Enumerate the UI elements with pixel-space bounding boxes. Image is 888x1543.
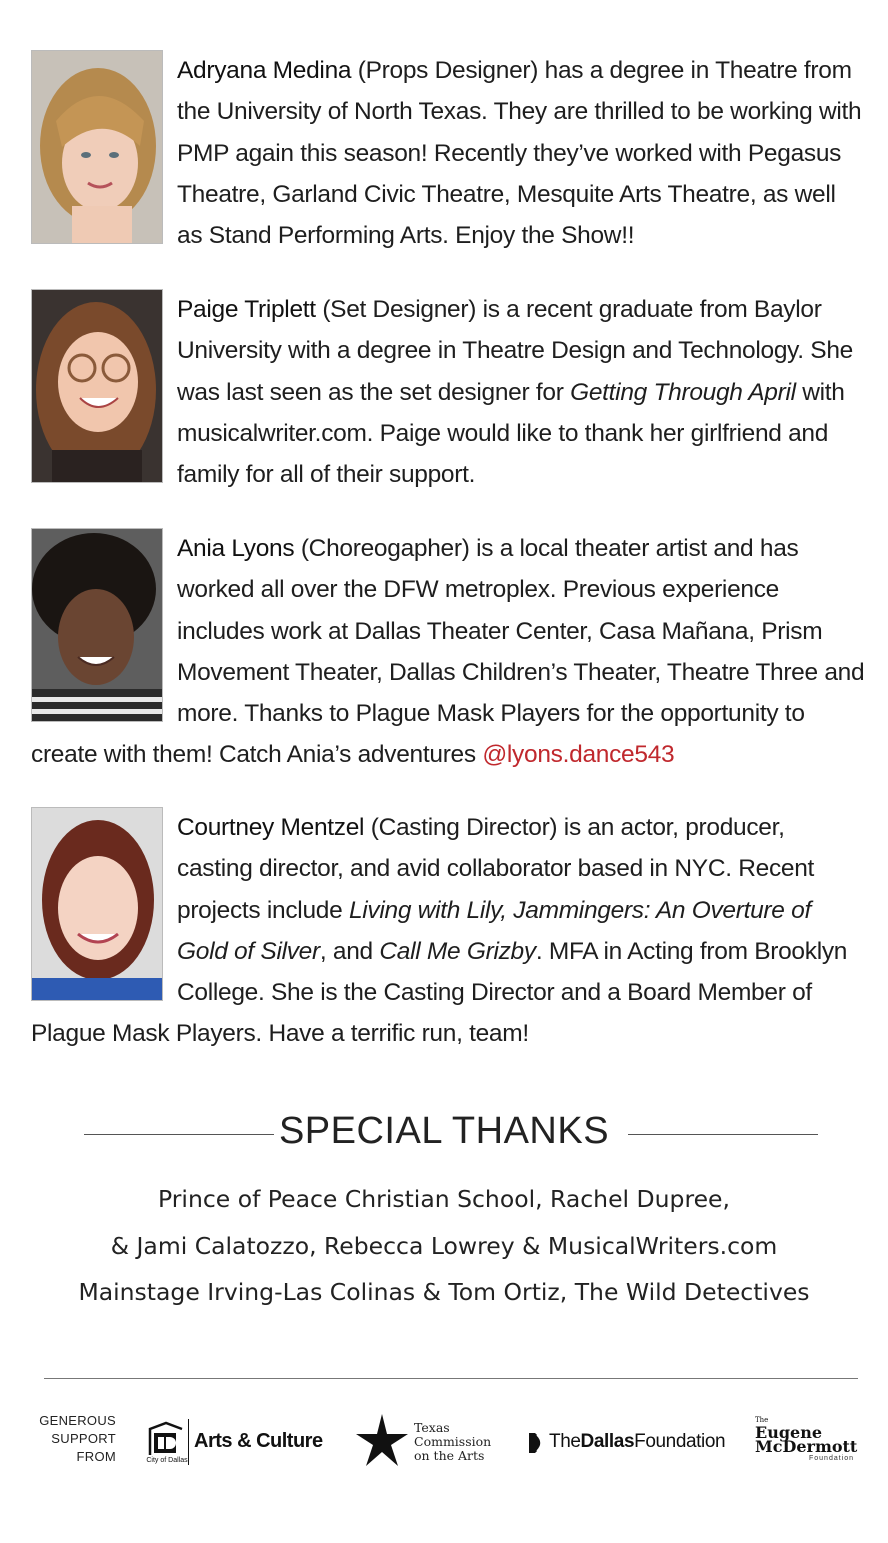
bio-name: Paige Triplett [177,296,316,323]
bio-adryana-medina [31,50,866,256]
bio-text: has a degree in Theatre from the University of North Texas. They are thrilled to be working with PMP again this season! Recently they’ve worked with Pegasus Theatre, Garland Civic Theatre, Mesquite Arts Theatre, as well as Stand Performing Arts. Enjoy the Show!! [177,57,862,250]
thanks-line: Mainstage Irving-Las Colinas & Tom Ortiz, The Wild Detectives [78,1278,810,1306]
bio-courtney-mentzel [31,807,866,1055]
bio-role: (Props Designer) [357,57,539,84]
bio-role: (Choreogapher) [300,535,470,562]
bio-text: is a recent graduate from Baylor University with a degree in Theatre Design and Technology. She was last seen as the set designer for [177,296,853,406]
bio-text: with musicalwriter.com. Paige would like to thank her girlfriend and family for all of their support. [177,378,845,489]
texas-commission-arts-logo: Texas Commission on the Arts [354,1412,494,1470]
star-icon [354,1412,410,1468]
city-of-dallas-arts-culture-logo: City of Dallas Arts & Culture [146,1419,332,1467]
eugene-mcdermott-foundation-logo: The Eugene McDermott Foundation [755,1416,858,1462]
bio-name: Adryana Medina [177,57,352,84]
bio-text: . MFA in Acting from Brooklyn College. She is the Casting Director and a Board Member of Plague Mask Players. Have a terrific run, team! [31,937,848,1048]
thanks-line: Prince of Peace Christian School, Rachel Dupree, [158,1185,730,1213]
dallas-foundation-mark-icon [527,1431,549,1455]
city-of-dallas-emblem-icon [146,1421,186,1459]
bio-ania-lyons [31,528,866,776]
bio-role: (Casting Director) [370,814,558,841]
bio-paige-triplett [31,289,866,495]
headshot-ania-lyons [31,528,163,722]
bio-italic-title: Living with Lily, Jammingers: An Overture of Gold of Silver [177,896,811,965]
dallas-foundation-logo: TheDallasFoundation [527,1430,727,1456]
special-thanks-list [0,1176,888,1316]
bio-text: is a local theater artist and has worked all over the DFW metroplex. Previous experience includes work at Dallas Theater Center, Casa Mañana, Prism Movement Theater, Dallas Children’s Theater, Theatre Three and more. Thanks to Plague Mask Players for the opportunity to create with them! Catch Ania’s adventures [31,535,865,769]
bio-name: Ania Lyons [177,535,295,562]
arts-culture-label: Arts & Culture [194,1430,323,1452]
generous-support-label: GENEROUS SUPPORT FROM [39,1413,116,1464]
bio-italic-title: Getting Through April [570,378,796,406]
bio-text: is an actor, producer, casting director, and avid collaborator based in NYC. Recent projects include [177,814,815,924]
bio-italic-title: Call Me Grizby [379,937,536,965]
headshot-adryana-medina [31,50,163,244]
bio-role: (Set Designer) [322,296,477,323]
bio-text: , and [319,937,380,965]
special-thanks-title: SPECIAL THANKS [278,1110,610,1152]
bio-name: Courtney Mentzel [177,814,365,841]
headshot-courtney-mentzel [31,807,163,1001]
headshot-paige-triplett [31,289,163,483]
footer-divider [44,1378,858,1379]
instagram-handle-link[interactable]: @lyons.dance543 [482,741,675,769]
thanks-line: & Jami Calatozzo, Rebecca Lowrey & MusicalWriters.com [110,1231,778,1260]
